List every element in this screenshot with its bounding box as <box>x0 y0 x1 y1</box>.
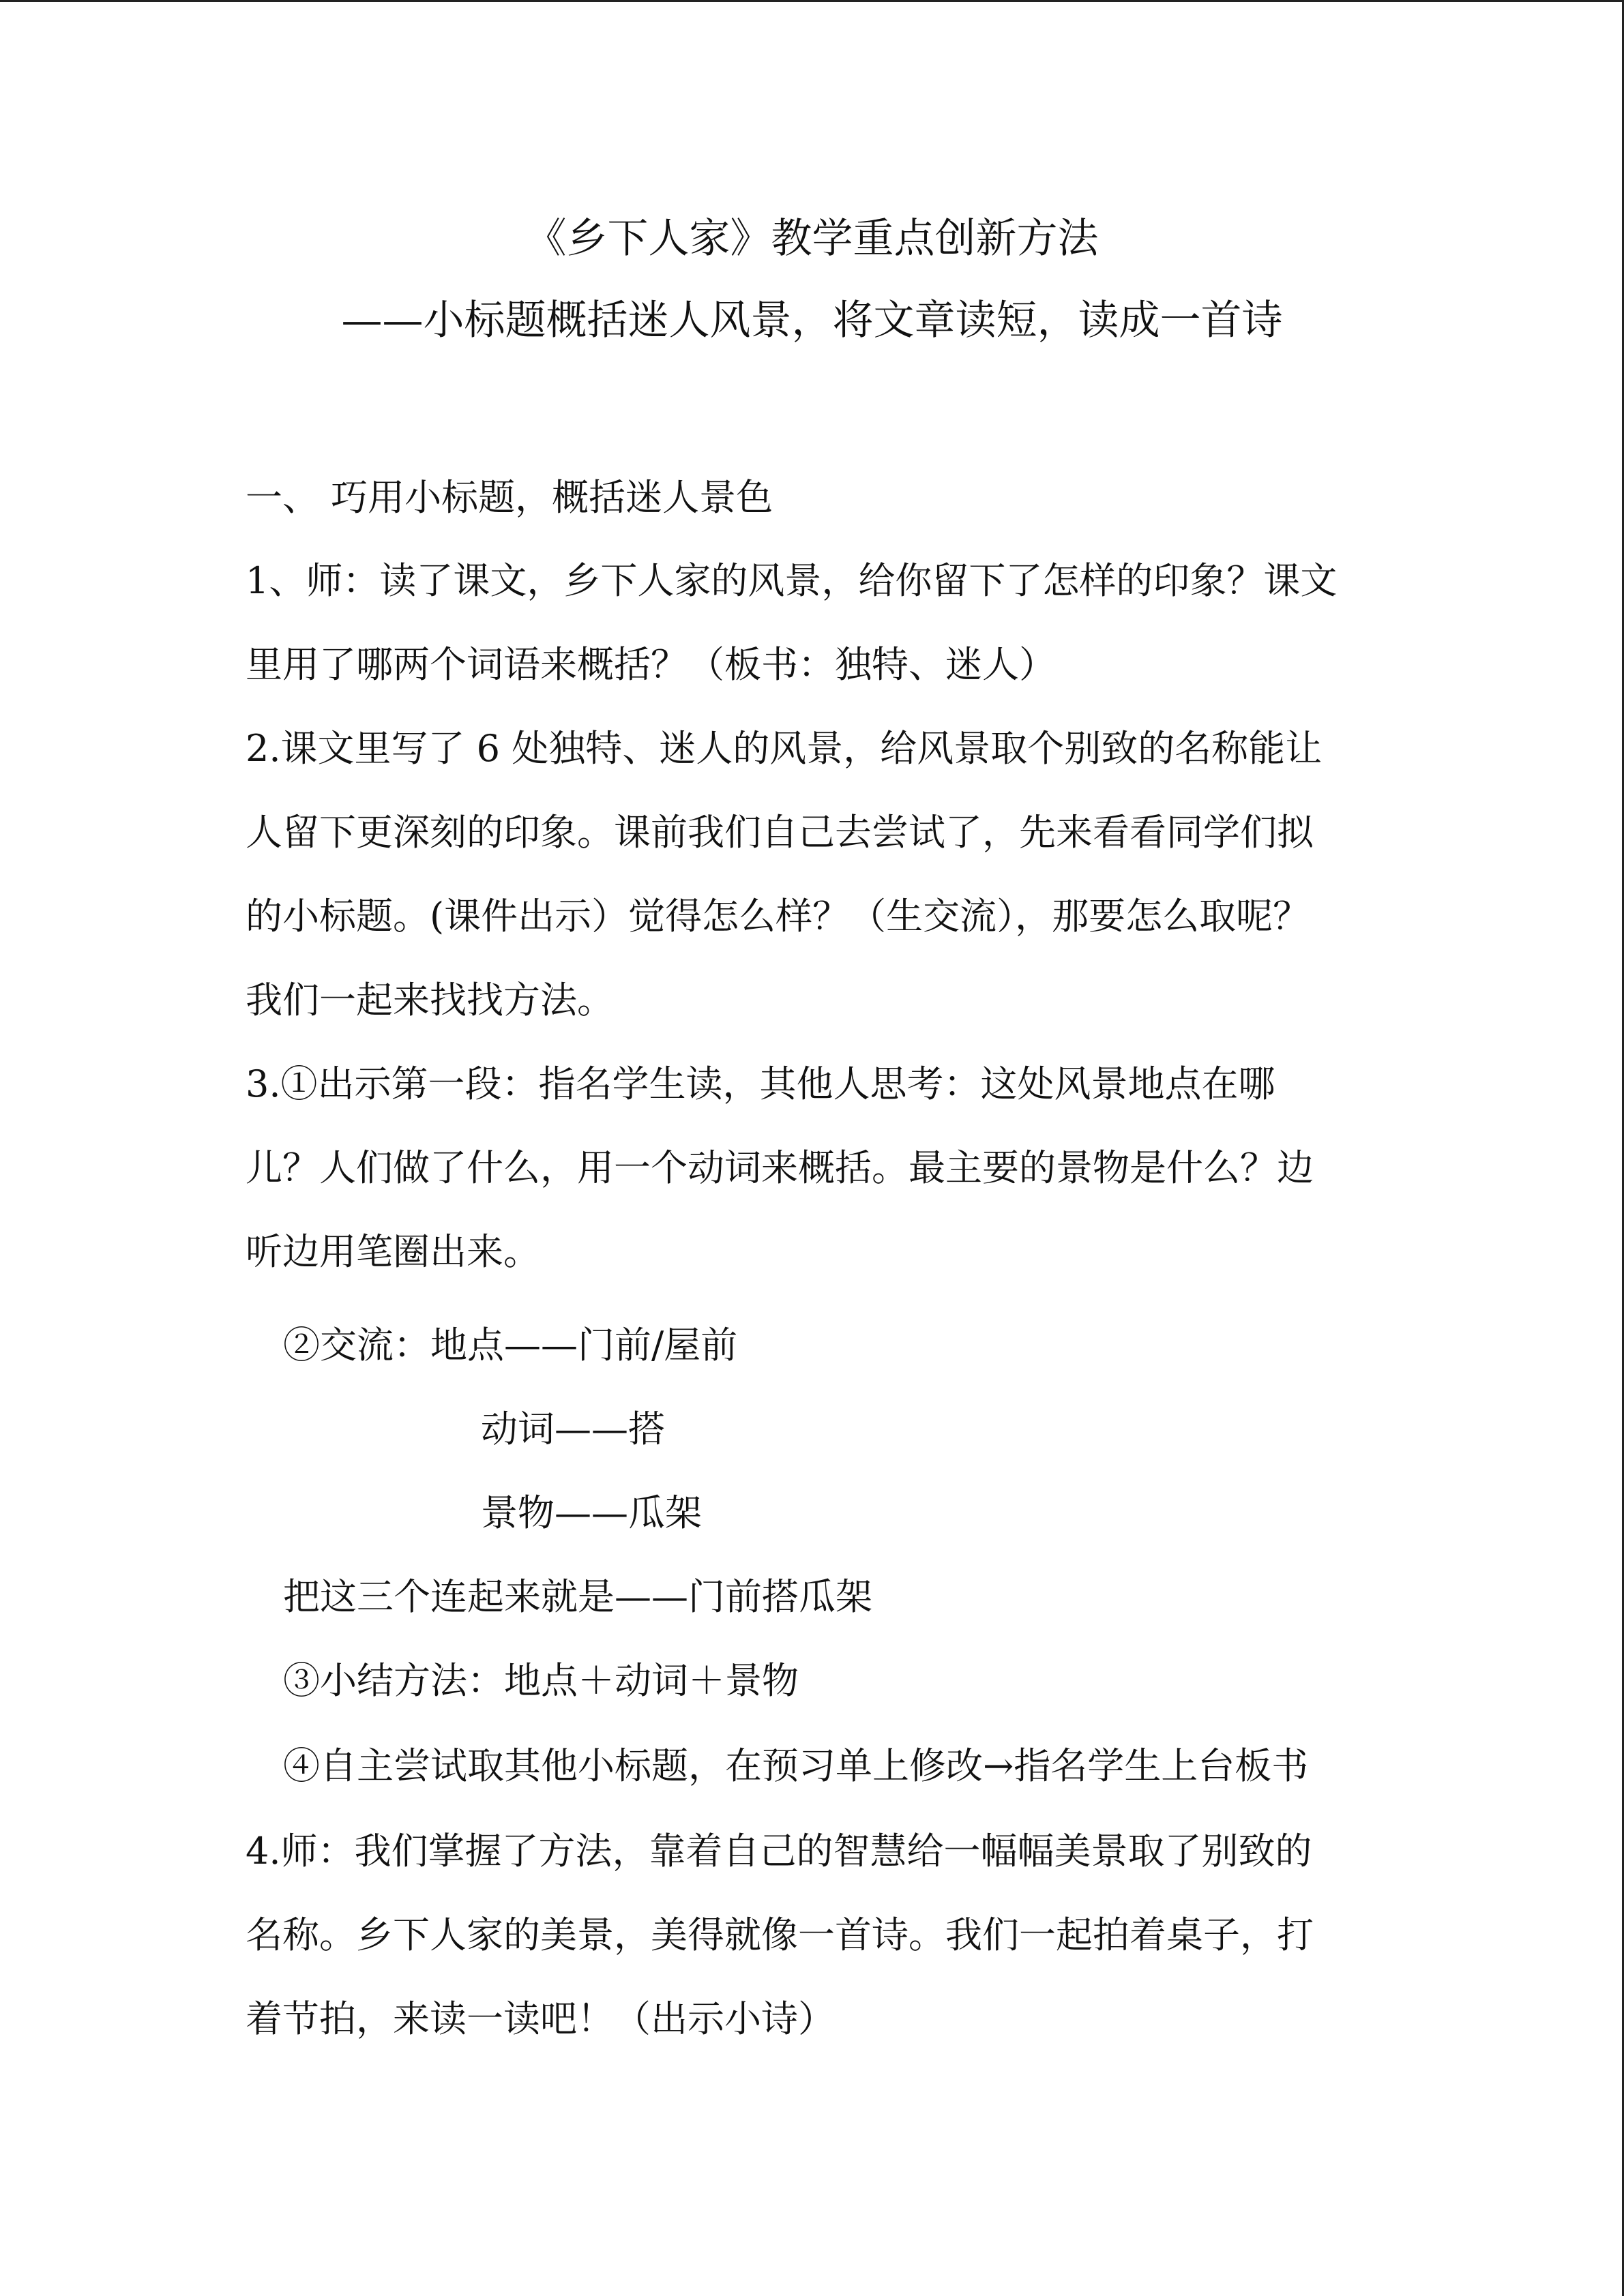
paragraph-line: 的小标题。(课件出示）觉得怎么样？（生交流），那要怎么取呢？ <box>246 895 1310 938</box>
paragraph-line: 我们一起来找找方法。 <box>246 979 614 1022</box>
paragraph-line: 人留下更深刻的印象。课前我们自己去尝试了，先来看看同学们拟 <box>246 811 1314 854</box>
paragraph-line: 3.①出示第一段：指名学生读，其他人思考：这处风景地点在哪 <box>246 1062 1275 1105</box>
document-title: 《乡下人家》教学重点创新方法 <box>525 215 1099 263</box>
paragraph-line: 1、师：读了课文，乡下人家的风景，给你留下了怎样的印象？课文 <box>246 559 1338 602</box>
paragraph-line: 4.师：我们掌握了方法，靠着自己的智慧给一幅幅美景取了别致的 <box>246 1830 1312 1873</box>
step-line: ④自主尝试取其他小标题，在预习单上修改→指名学生上台板书 <box>283 1744 1309 1787</box>
paragraph-line: 2.课文里写了 6 处独特、迷人的风景，给风景取个别致的名称能让 <box>246 727 1323 770</box>
paragraph-line: 儿？人们做了什么，用一个动词来概括。最主要的景物是什么？边 <box>246 1146 1314 1189</box>
document-subtitle: ——小标题概括迷人风景，将文章读短，读成一首诗 <box>341 297 1283 344</box>
paragraph-line: 里用了哪两个词语来概括？（板书：独特、迷人） <box>246 643 1056 686</box>
step-line: 把这三个连起来就是——门前搭瓜架 <box>283 1575 872 1618</box>
paragraph-line: 着节拍，来读一读吧！（出示小诗） <box>246 1997 835 2040</box>
step-line: 景物——瓜架 <box>481 1491 702 1534</box>
step-line: ②交流：地点——门前/屋前 <box>283 1324 738 1367</box>
paragraph-line: 名称。乡下人家的美景，美得就像一首诗。我们一起拍着桌子，打 <box>246 1913 1314 1956</box>
section-heading: 一、 巧用小标题，概括迷人景色 <box>246 476 773 519</box>
paragraph-line: 听边用笔圈出来。 <box>246 1230 540 1273</box>
step-line: ③小结方法：地点＋动词＋景物 <box>283 1659 799 1702</box>
page-border-top <box>0 0 1624 2</box>
step-line: 动词——搭 <box>481 1407 665 1450</box>
